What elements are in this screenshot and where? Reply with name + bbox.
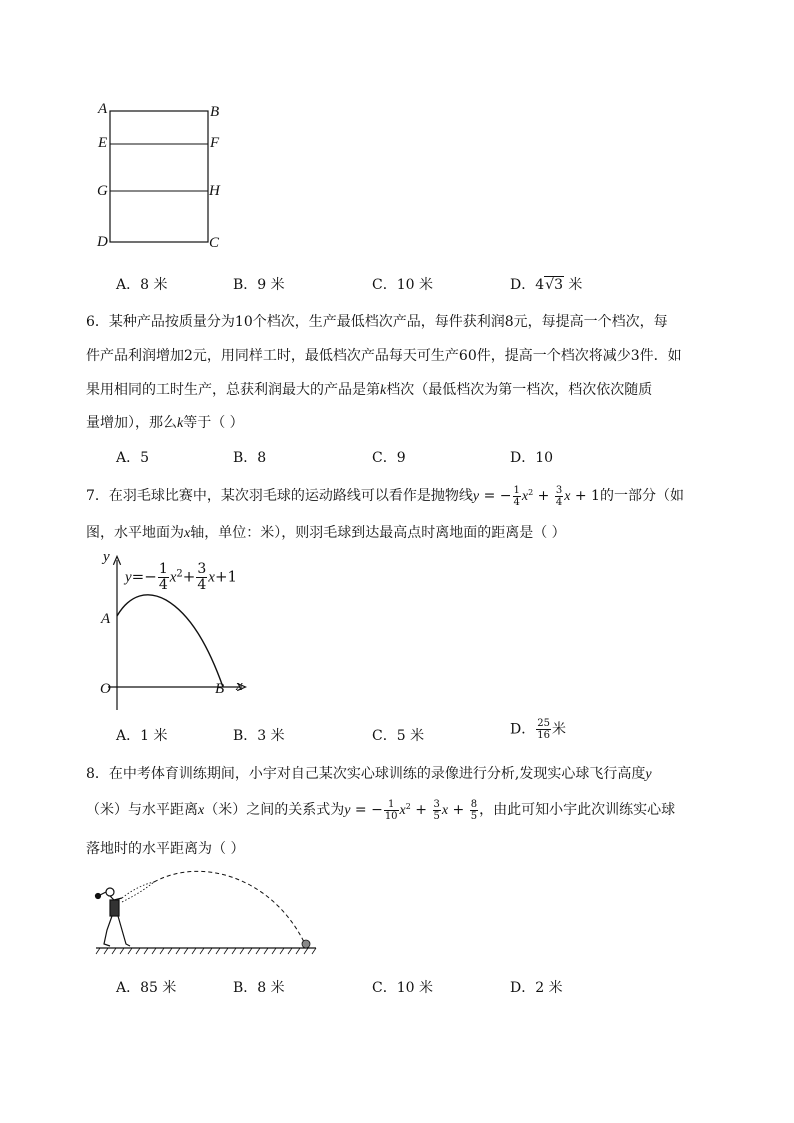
label-c: C xyxy=(209,235,220,251)
q7-eq-plus-one: + 1 xyxy=(570,488,600,504)
graph-frac-1-4: $\frac{1}{4}$ xyxy=(158,561,168,593)
q6-option-d[interactable]: D．10 xyxy=(510,450,554,466)
q8-var-y: y xyxy=(645,767,652,782)
q8-frac-8-5: $\frac{8}{5}$ xyxy=(470,798,478,822)
q7-option-c[interactable]: C．5 米 xyxy=(372,728,425,744)
q8-line2-text-a: （米）与水平距离 xyxy=(86,802,198,818)
q7-line1-text-a: 7．在羽毛球比赛中，某次羽毛球的运动路线可以看作是抛物线 xyxy=(86,488,473,504)
throw-dotted-arc xyxy=(122,882,154,898)
q8-line3: 落地时的水平距离为（ ） xyxy=(86,841,245,857)
q7-eq-y: y xyxy=(472,489,480,504)
graph-eq-x: x xyxy=(208,569,215,586)
q7-d-suffix: 米 xyxy=(551,721,566,738)
q7-option-b[interactable]: B．3 米 xyxy=(233,728,285,744)
rectangle-abcd xyxy=(110,111,208,242)
graph-eq-y: y xyxy=(125,569,132,586)
q7-option-d[interactable] xyxy=(510,718,566,741)
q5-option-a[interactable]: A．8 米 xyxy=(116,277,168,293)
q7-option-a[interactable]: A．1 米 xyxy=(116,728,168,744)
q8-line2-text-b: （米）之间的关系式为 xyxy=(204,802,345,818)
q6-var-k2: k xyxy=(177,416,184,431)
graph-eq-x2: x xyxy=(169,569,177,586)
label-f: F xyxy=(210,135,220,151)
q7-line2 xyxy=(86,522,566,542)
q7-line2-text-b: 轴，单位：米），则羽毛球到达最高点时离地面的距离是（ ） xyxy=(190,525,566,541)
athlete-figure xyxy=(96,888,131,946)
graph-eq-sq: 2 xyxy=(176,568,183,580)
q7-eq-sq: 2 xyxy=(528,488,534,497)
label-h: H xyxy=(209,183,220,199)
q6-option-a[interactable]: A．5 xyxy=(116,450,150,466)
shot-put-figure xyxy=(92,868,327,963)
q8-line1 xyxy=(86,763,652,783)
q8-eq-sq: 2 xyxy=(405,802,411,811)
graph-eq-plus: + xyxy=(182,567,196,586)
q8-option-a[interactable]: A．85 米 xyxy=(116,980,177,996)
graph-axis-x-label: x xyxy=(236,678,243,694)
q7-line2-text-a: 图，水平地面为 xyxy=(86,525,184,541)
graph-eq-equals: =− xyxy=(131,567,157,586)
q6-line3-text-a: 果用相同的工时生产，总获利润最大的产品是第 xyxy=(86,382,380,398)
q7-line1 xyxy=(86,480,684,510)
q8-eq-x2: x xyxy=(399,803,406,818)
q5-option-d[interactable] xyxy=(510,274,582,294)
q5-d-suffix: 米 xyxy=(563,277,583,293)
q6-line3-text-b: 档次（最低档次为第一档次，档次依次随质 xyxy=(386,382,653,398)
q6-line1: 6．某种产品按质量分为10个档次，生产最低档次产品，每件获利润8元，每提高一个档次，每 xyxy=(86,314,668,330)
q8-line2 xyxy=(86,794,675,824)
q6-var-k: k xyxy=(380,383,387,398)
q5-option-c[interactable]: C．10 米 xyxy=(372,277,433,293)
label-b: B xyxy=(210,104,220,120)
ball-trajectory xyxy=(154,871,304,942)
q7-eq-x: x xyxy=(521,489,529,504)
q6-line4 xyxy=(86,412,244,432)
q5-d-radicand: 3 xyxy=(554,277,563,293)
q6-line3 xyxy=(86,379,652,399)
q8-eq-y: y xyxy=(344,803,351,818)
q7-d-frac: $\frac{25}{16}$ xyxy=(537,718,550,741)
sqrt-symbol: √3 xyxy=(545,277,563,293)
q7-eq-equals: = − xyxy=(479,488,512,504)
q8-frac-1-10: $\frac{1}{10}$ xyxy=(384,798,398,822)
rectangle-figure xyxy=(90,100,230,255)
graph-frac-3-4: $\frac{3}{4}$ xyxy=(197,561,207,593)
q5-option-b[interactable]: B．9 米 xyxy=(233,277,285,293)
q8-line1-text: 8．在中考体育训练期间，小宇对自己某次实心球训练的录像进行分析,发现实心球飞行高度 xyxy=(86,766,646,782)
q8-option-c[interactable]: C．10 米 xyxy=(372,980,433,996)
q8-frac-3-5: $\frac{3}{5}$ xyxy=(433,798,440,822)
graph-equation xyxy=(125,562,237,593)
label-d: D xyxy=(97,234,108,250)
q8-eq-plus1: + xyxy=(410,802,432,818)
q6-option-b[interactable]: B．8 xyxy=(233,450,267,466)
q5-d-prefix: D．4 xyxy=(510,277,545,293)
graph-origin-label: O xyxy=(100,681,111,697)
q8-line2-text-c: ，由此可知小宇此次训练实心球 xyxy=(479,802,676,818)
q6-option-c[interactable]: C．9 xyxy=(372,450,406,466)
q8-option-d[interactable]: D．2 米 xyxy=(510,980,563,996)
label-a: A xyxy=(98,101,108,117)
q8-option-b[interactable]: B．8 米 xyxy=(233,980,285,996)
q7-var-x: x xyxy=(184,526,191,541)
graph-eq-tail: +1 xyxy=(214,567,238,586)
q8-eq-equals: = − xyxy=(350,802,383,818)
graph-point-a-label: A xyxy=(101,611,111,627)
q6-line4-text-b: 等于（ ） xyxy=(183,415,244,431)
q6-line2: 件产品利润增加2元，用同样工时，最低档次产品每天可生产60件，提高一个档次将减少3件．如 xyxy=(86,348,682,364)
landed-ball xyxy=(302,940,310,948)
label-g: G xyxy=(97,183,108,199)
q7-frac-3-4: $\frac{3}{4}$ xyxy=(555,484,563,508)
throw-dotted-arc-2 xyxy=(122,882,154,902)
q6-line4-text-a: 量增加），那么 xyxy=(86,415,177,431)
q8-var-x: x xyxy=(198,803,205,818)
q8-eq-plus2: + xyxy=(448,802,469,818)
graph-point-b-label: B xyxy=(215,681,225,697)
parabola-curve xyxy=(117,595,223,687)
q7-eq-x1: x xyxy=(564,489,571,504)
ground-hatch xyxy=(96,948,316,954)
label-e: E xyxy=(98,135,108,151)
q7-eq-plus: + xyxy=(533,488,554,504)
q7-line1-text-b: 的一部分（如 xyxy=(599,488,684,504)
q7-frac-1-4: $\frac{1}{4}$ xyxy=(513,484,520,508)
q7-d-prefix: D． xyxy=(510,721,536,738)
q8-eq-x1: x xyxy=(441,803,449,818)
graph-axis-y-label: y xyxy=(103,549,110,565)
